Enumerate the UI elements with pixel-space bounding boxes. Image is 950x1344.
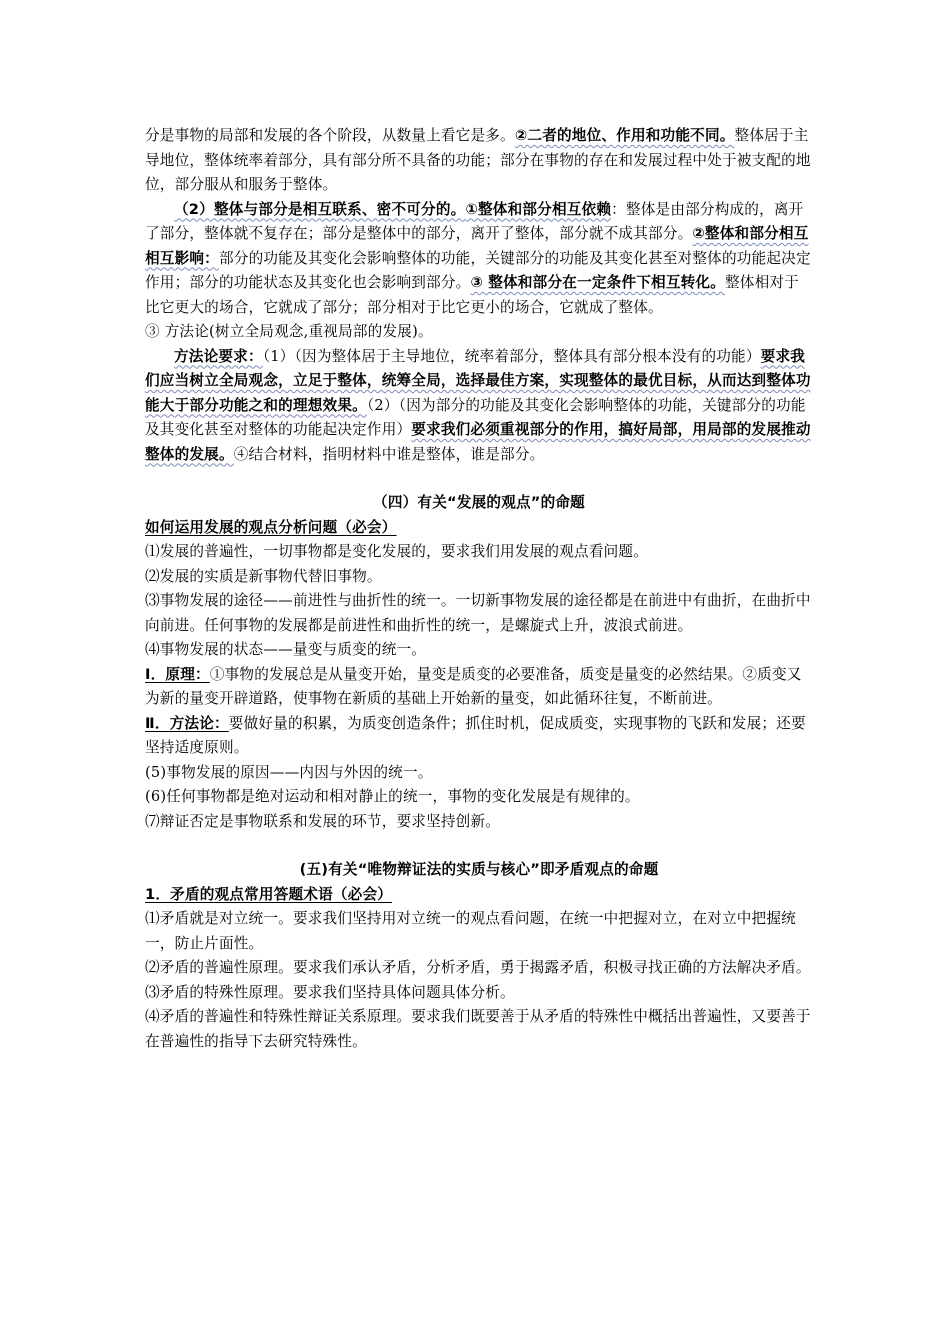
- transformation-text: 整体相对于比它更大的场合，它就成了部分；部分相对于比它更小的场合，它就成了整体。: [145, 274, 799, 316]
- intro-explanation: 整体居于主导地位，整体统率着部分，具有部分所不具备的功能；部分在事物的存在和发展过程中处于被支配的地位，部分服从和服务于整体。: [145, 127, 811, 193]
- methodology-label: 方法论要求：: [174, 347, 263, 365]
- section4-item-7: ⑺辩证否定是事物联系和发展的环节，要求坚持创新。: [145, 812, 501, 830]
- document-content: [145, 124, 813, 1054]
- section5-item-4: ⑷矛盾的普遍性和特殊性辩证关系原理。要求我们既要善于从矛盾的特殊性中概括出普遍性，又要善于在普遍性的指导下去研究特殊性。: [145, 1008, 811, 1050]
- method-text: 要做好量的积累，为质变创造条件；抓住时机，促成质变，实现事物的飞跃和发展；还要坚持适度原则。: [145, 714, 806, 756]
- requirement-2-text: 要求我们必须重视部分的作用，搞好局部，用局部的发展推动整体的发展。: [145, 421, 811, 463]
- section5-item-3: ⑶矛盾的特殊性原理。要求我们坚持具体问题具体分析。: [145, 983, 515, 1001]
- principle-text: ①事物的发展总是从量变开始，量变是质变的必要准备，质变是量变的必然结果。②质变又为新的量变开辟道路，使事物在新质的基础上开始新的量变，如此循环往复，不断前进。: [145, 665, 802, 707]
- principle-paragraph: [145, 663, 813, 712]
- section4-item-5: (5)事物发展的原因——内因与外因的统一。: [145, 763, 433, 781]
- material-hint: ④结合材料，指明材料中谁是整体，谁是部分。: [233, 445, 545, 463]
- interrelation-heading: （2）整体与部分是相互联系、密不可分的。: [174, 200, 466, 218]
- section4-item-2: ⑵发展的实质是新事物代替旧事物。: [145, 567, 382, 585]
- section5-subheading-line: [145, 883, 813, 908]
- principle-label: Ⅰ．原理：: [145, 665, 210, 683]
- spacer: [145, 467, 813, 491]
- section5-item-2: ⑵矛盾的普遍性原理。要求我们承认矛盾，分析矛盾，勇于揭露矛盾，积极寻找正确的方法解决矛盾。: [145, 959, 811, 976]
- methodology-line: ③ 方法论(树立全局观念,重视局部的发展)。: [145, 323, 433, 340]
- spacer: [145, 834, 813, 858]
- requirement-1-reason: （1）（因为整体居于主导地位，统率着部分，整体具有部分根本没有的功能）: [262, 347, 761, 365]
- method-paragraph: [145, 712, 813, 761]
- section4-item-4: ⑷事物发展的状态——量变与质变的统一。: [145, 641, 427, 658]
- intro-text: 分是事物的局部和发展的各个阶段，从数量上看它是多。: [145, 127, 515, 144]
- section4-item-3: ⑶事物发展的途径——前进性与曲折性的统一。一切新事物发展的途径都是在前进中有曲折，在曲折中向前进。任何事物的发展都是前进性和曲折性的统一，是螺旋式上升，波浪式前进。: [145, 592, 811, 634]
- section5-item-1: ⑴矛盾就是对立统一。要求我们坚持用对立统一的观点看问题，在统一中把握对立，在对立中把握统一，防止片面性。: [145, 910, 796, 952]
- interdependence-heading: ①整体和部分相互依赖: [465, 200, 612, 218]
- transformation-heading: ③ 整体和部分在一定条件下相互转化。: [470, 274, 726, 291]
- section4-subheading-line: [145, 516, 813, 541]
- mutual-influence-heading: ②整体和部分相互相互影响：: [145, 225, 809, 267]
- interdependence-text: ：整体是由部分构成的，离开了部分，整体就不复存在；部分是整体中的部分，离开了整体，部分就不成其部分。: [145, 200, 804, 242]
- requirement-1-text: 要求我们应当树立全局观念，立足于整体，统筹全局，选择最佳方案，实现整体的最优目标，从而达到整体功能大于部分功能之和的理想效果。: [145, 347, 811, 414]
- section4-heading: （四）有关“发展的观点”的命题: [373, 494, 585, 511]
- mutual-influence-text: 部分的功能及其变化会影响整体的功能，关键部分的功能及其变化甚至对整体的功能起决定作用；部分的功能状态及其变化也会影响到部分。: [145, 249, 811, 291]
- section4-item-6: (6)任何事物都是绝对运动和相对静止的统一，事物的变化发展是有规律的。: [145, 788, 640, 805]
- section5-subheading: 1．矛盾的观点常用答题术语（必会）: [145, 885, 393, 903]
- intro-bold-point-2: ②二者的地位、作用和功能不同。: [514, 127, 735, 144]
- requirement-2-reason: （2）（因为部分的功能及其变化会影响整体的功能，关键部分的功能及其变化甚至对整体的功能起决定作用）: [145, 396, 806, 438]
- method-label: Ⅱ．方法论：: [145, 714, 229, 732]
- section4-item-1: ⑴发展的普遍性，一切事物都是变化发展的，要求我们用发展的观点看问题。: [145, 543, 648, 560]
- section4-subheading: 如何运用发展的观点分析问题（必会）: [145, 518, 397, 536]
- intro-paragraph: [145, 124, 813, 198]
- interrelation-paragraph: [145, 198, 813, 321]
- section5-heading: (五)有关“唯物辩证法的实质与核心”即矛盾观点的命题: [299, 861, 659, 878]
- methodology-requirements: [145, 345, 813, 468]
